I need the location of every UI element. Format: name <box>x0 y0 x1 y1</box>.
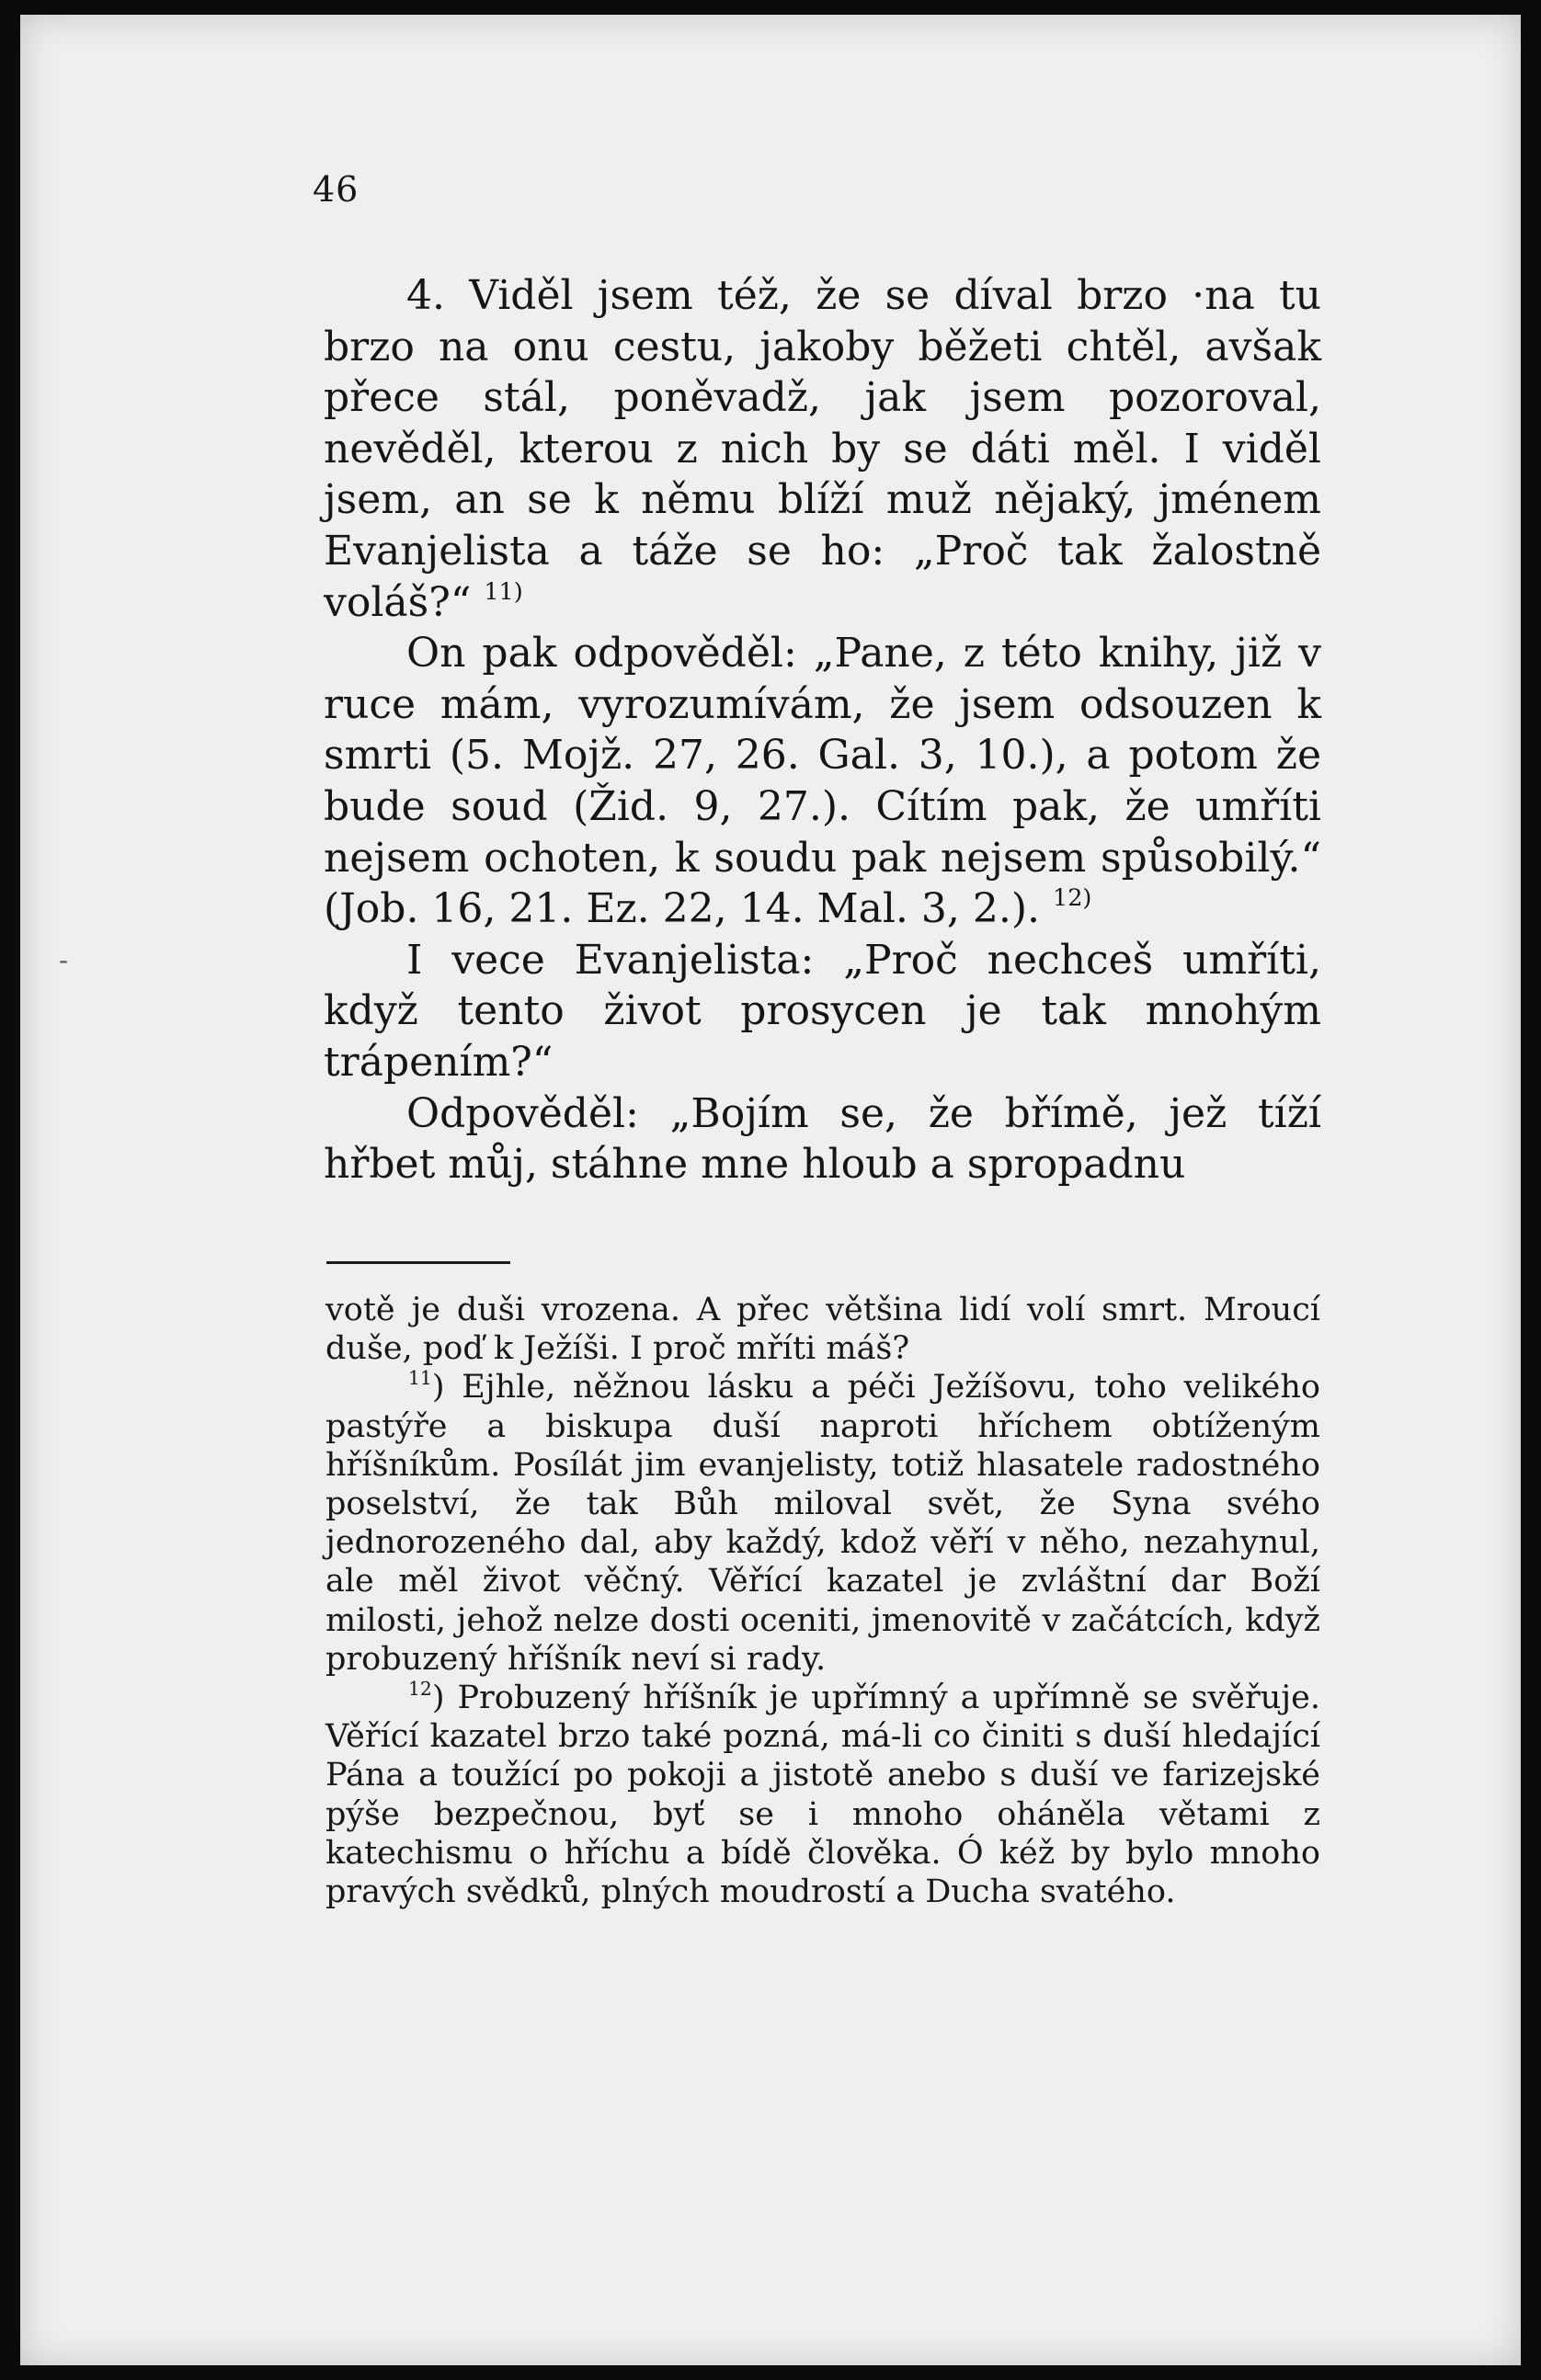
footnote-text: ) Ejhle, něžnou lásku a péči Ježíšovu, toho velikého pastýře a biskupa duší naproti hříchem obtíženým hříšníkům. Posílát jim evanjelisty, totiž hlasatele radostného poselství, že tak Bůh miloval svět, že Syna svého jednorozeného dal, aby každý, kdož věří v něho, nezahynul, ale měl život věčný. Věřící kazatel je zvláštní dar Boží milosti, jehož nelze dosti oceniti, jmenovitě v začátcích, když probuzený hříšník neví si rady. <box>325 1369 1320 1678</box>
margin-mark: - <box>59 945 69 975</box>
footnote-divider <box>326 1261 510 1264</box>
footnotes <box>325 1291 1320 1911</box>
paragraph-reply <box>324 628 1321 935</box>
footnote-12 <box>325 1679 1320 1911</box>
footnote-continuation: votě je duši vrozena. A přec většina lidí volí smrt. Mroucí duše, poď k Ježíši. I proč mříti máš? <box>325 1292 1320 1368</box>
footnote-11 <box>325 1368 1320 1679</box>
footnote-marker: 11 <box>408 1367 432 1390</box>
paragraph-text: On pak odpověděl: „Pane, z této knihy, již v ruce mám, vyrozumívám, že jsem odsouzen k smrti (5. Mojž. 27, 26. Gal. 3, 10.), a potom že bude soud (Žid. 9, 27.). Cítím pak, že umříti nejsem ochoten, k soudu pak nejsem spůsobilý.“ (Job. 16, 21. Ez. 22, 14. Mal. 3, 2.). <box>324 630 1321 933</box>
footnote-ref-12: 12) <box>1052 884 1092 913</box>
footnote-ref-11: 11) <box>484 577 523 606</box>
page-number: 46 <box>313 169 360 210</box>
paragraph-evangelist: I vece Evanjelista: „Proč nechceš umříti, když tento život prosycen je tak mnohým trápením?“ <box>324 936 1321 1086</box>
main-text <box>324 270 1321 1190</box>
book-page <box>20 15 1521 2365</box>
paragraph-text: 4. Viděl jsem též, že se díval brzo ·na tu brzo na onu cestu, jakoby běžeti chtěl, avšak přece stál, poněvadž, jak jsem pozoroval, nevěděl, kterou z nich by se dáti měl. I viděl jsem, an se k němu blíží muž nějaký, jménem Evanjelista a táže se ho: „Proč tak žalostně voláš?“ <box>324 272 1321 626</box>
footnote-marker: 12 <box>408 1677 432 1700</box>
footnote-text: ) Probuzený hříšník je upřímný a upřímně se svěřuje. Věřící kazatel brzo také pozná, má-li co činiti s duší hledající Pána a toužící po pokoji a jistotě anebo s duší ve farizejské pýše bezpečnou, byť se i mnoho oháněla větami z katechismu o hříchu a bídě člověka. Ó kéž by bylo mnoho pravých svědků, plných moudrostí a Ducha svatého. <box>325 1680 1320 1911</box>
paragraph-answer: Odpověděl: „Bojím se, že břímě, jež tíží hřbet můj, stáhne mne hloub a spropadnu <box>324 1089 1321 1189</box>
paragraph-4 <box>324 270 1321 628</box>
